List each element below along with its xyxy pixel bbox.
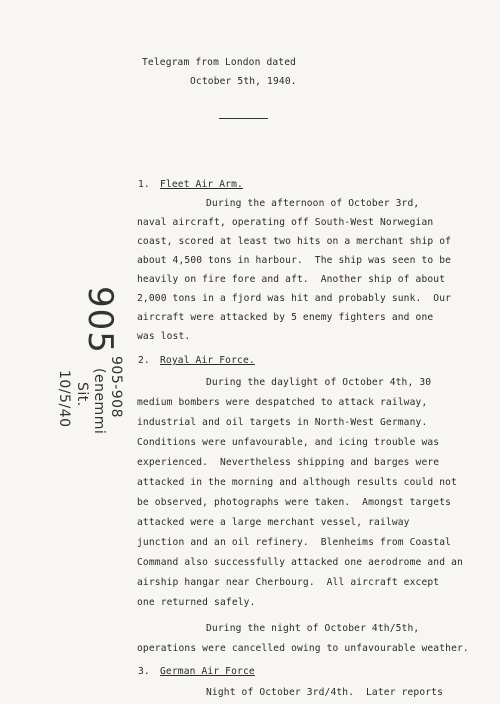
section-3-line: Night of October 3rd/4th. Later reports <box>206 687 444 698</box>
section-1-number: 1. <box>138 179 150 190</box>
separator-rule <box>219 118 268 119</box>
section-2-line: be observed, photographs were taken. Amongst targets <box>137 497 452 508</box>
section-1-line: 2,000 tons in a fjord was hit and probably sunk. Our <box>137 293 452 304</box>
section-2-line: attacked were a large merchant vessel, railway <box>137 517 410 528</box>
section-2-number: 2. <box>138 355 150 366</box>
section-1-title: Fleet Air Arm. <box>160 179 243 190</box>
telegram-heading: Telegram from London dated <box>142 57 297 68</box>
section-2-line: attacked in the morning and although results could not <box>137 477 457 488</box>
section-1-line: about 4,500 tons in harbour. The ship was seen to be <box>137 255 452 266</box>
section-2-line: During the daylight of October 4th, 30 <box>206 377 432 388</box>
handwritten-date: 10/5/40 <box>56 370 72 428</box>
section-1-line: was lost. <box>137 331 191 342</box>
section-1-line: aircraft were attacked by 5 enemy fighters and one <box>137 312 434 323</box>
telegram-date: October 5th, 1940. <box>190 76 297 87</box>
section-2-line: junction and an oil refinery. Blenheims from Coastal <box>137 537 452 548</box>
section-2-line: one returned safely. <box>137 597 256 608</box>
section-2-line: During the night of October 4th/5th, <box>206 623 420 634</box>
section-2-line: industrial and oil targets in North-West Germany. <box>137 417 428 428</box>
section-2-line: Command also successfully attacked one aerodrome and an <box>137 557 463 568</box>
handwritten-number: 905 <box>80 286 120 354</box>
section-2-title: Royal Air Force. <box>160 355 255 366</box>
handwritten-note: (enemmi <box>91 368 107 435</box>
handwritten-range: 905-908 <box>108 356 124 418</box>
section-2-line: Conditions were unfavourable, and icing trouble was <box>137 437 440 448</box>
section-2-line: airship hangar near Cherbourg. All aircraft except <box>137 577 440 588</box>
section-3-number: 3. <box>138 666 150 677</box>
section-2-line: medium bombers were despatched to attack railway, <box>137 397 428 408</box>
handwritten-note: Sit. <box>74 382 90 407</box>
section-1-line: naval aircraft, operating off South-West Norwegian <box>137 217 434 228</box>
section-3-title: German Air Force <box>160 666 255 677</box>
section-2-line: experienced. Nevertheless shipping and barges were <box>137 457 440 468</box>
section-1-line: coast, scored at least two hits on a merchant ship of <box>137 236 452 247</box>
section-1-line: During the afternoon of October 3rd, <box>206 198 420 209</box>
section-1-line: heavily on fire fore and aft. Another ship of about <box>137 274 446 285</box>
section-2-line: operations were cancelled owing to unfavourable weather. <box>137 643 469 654</box>
